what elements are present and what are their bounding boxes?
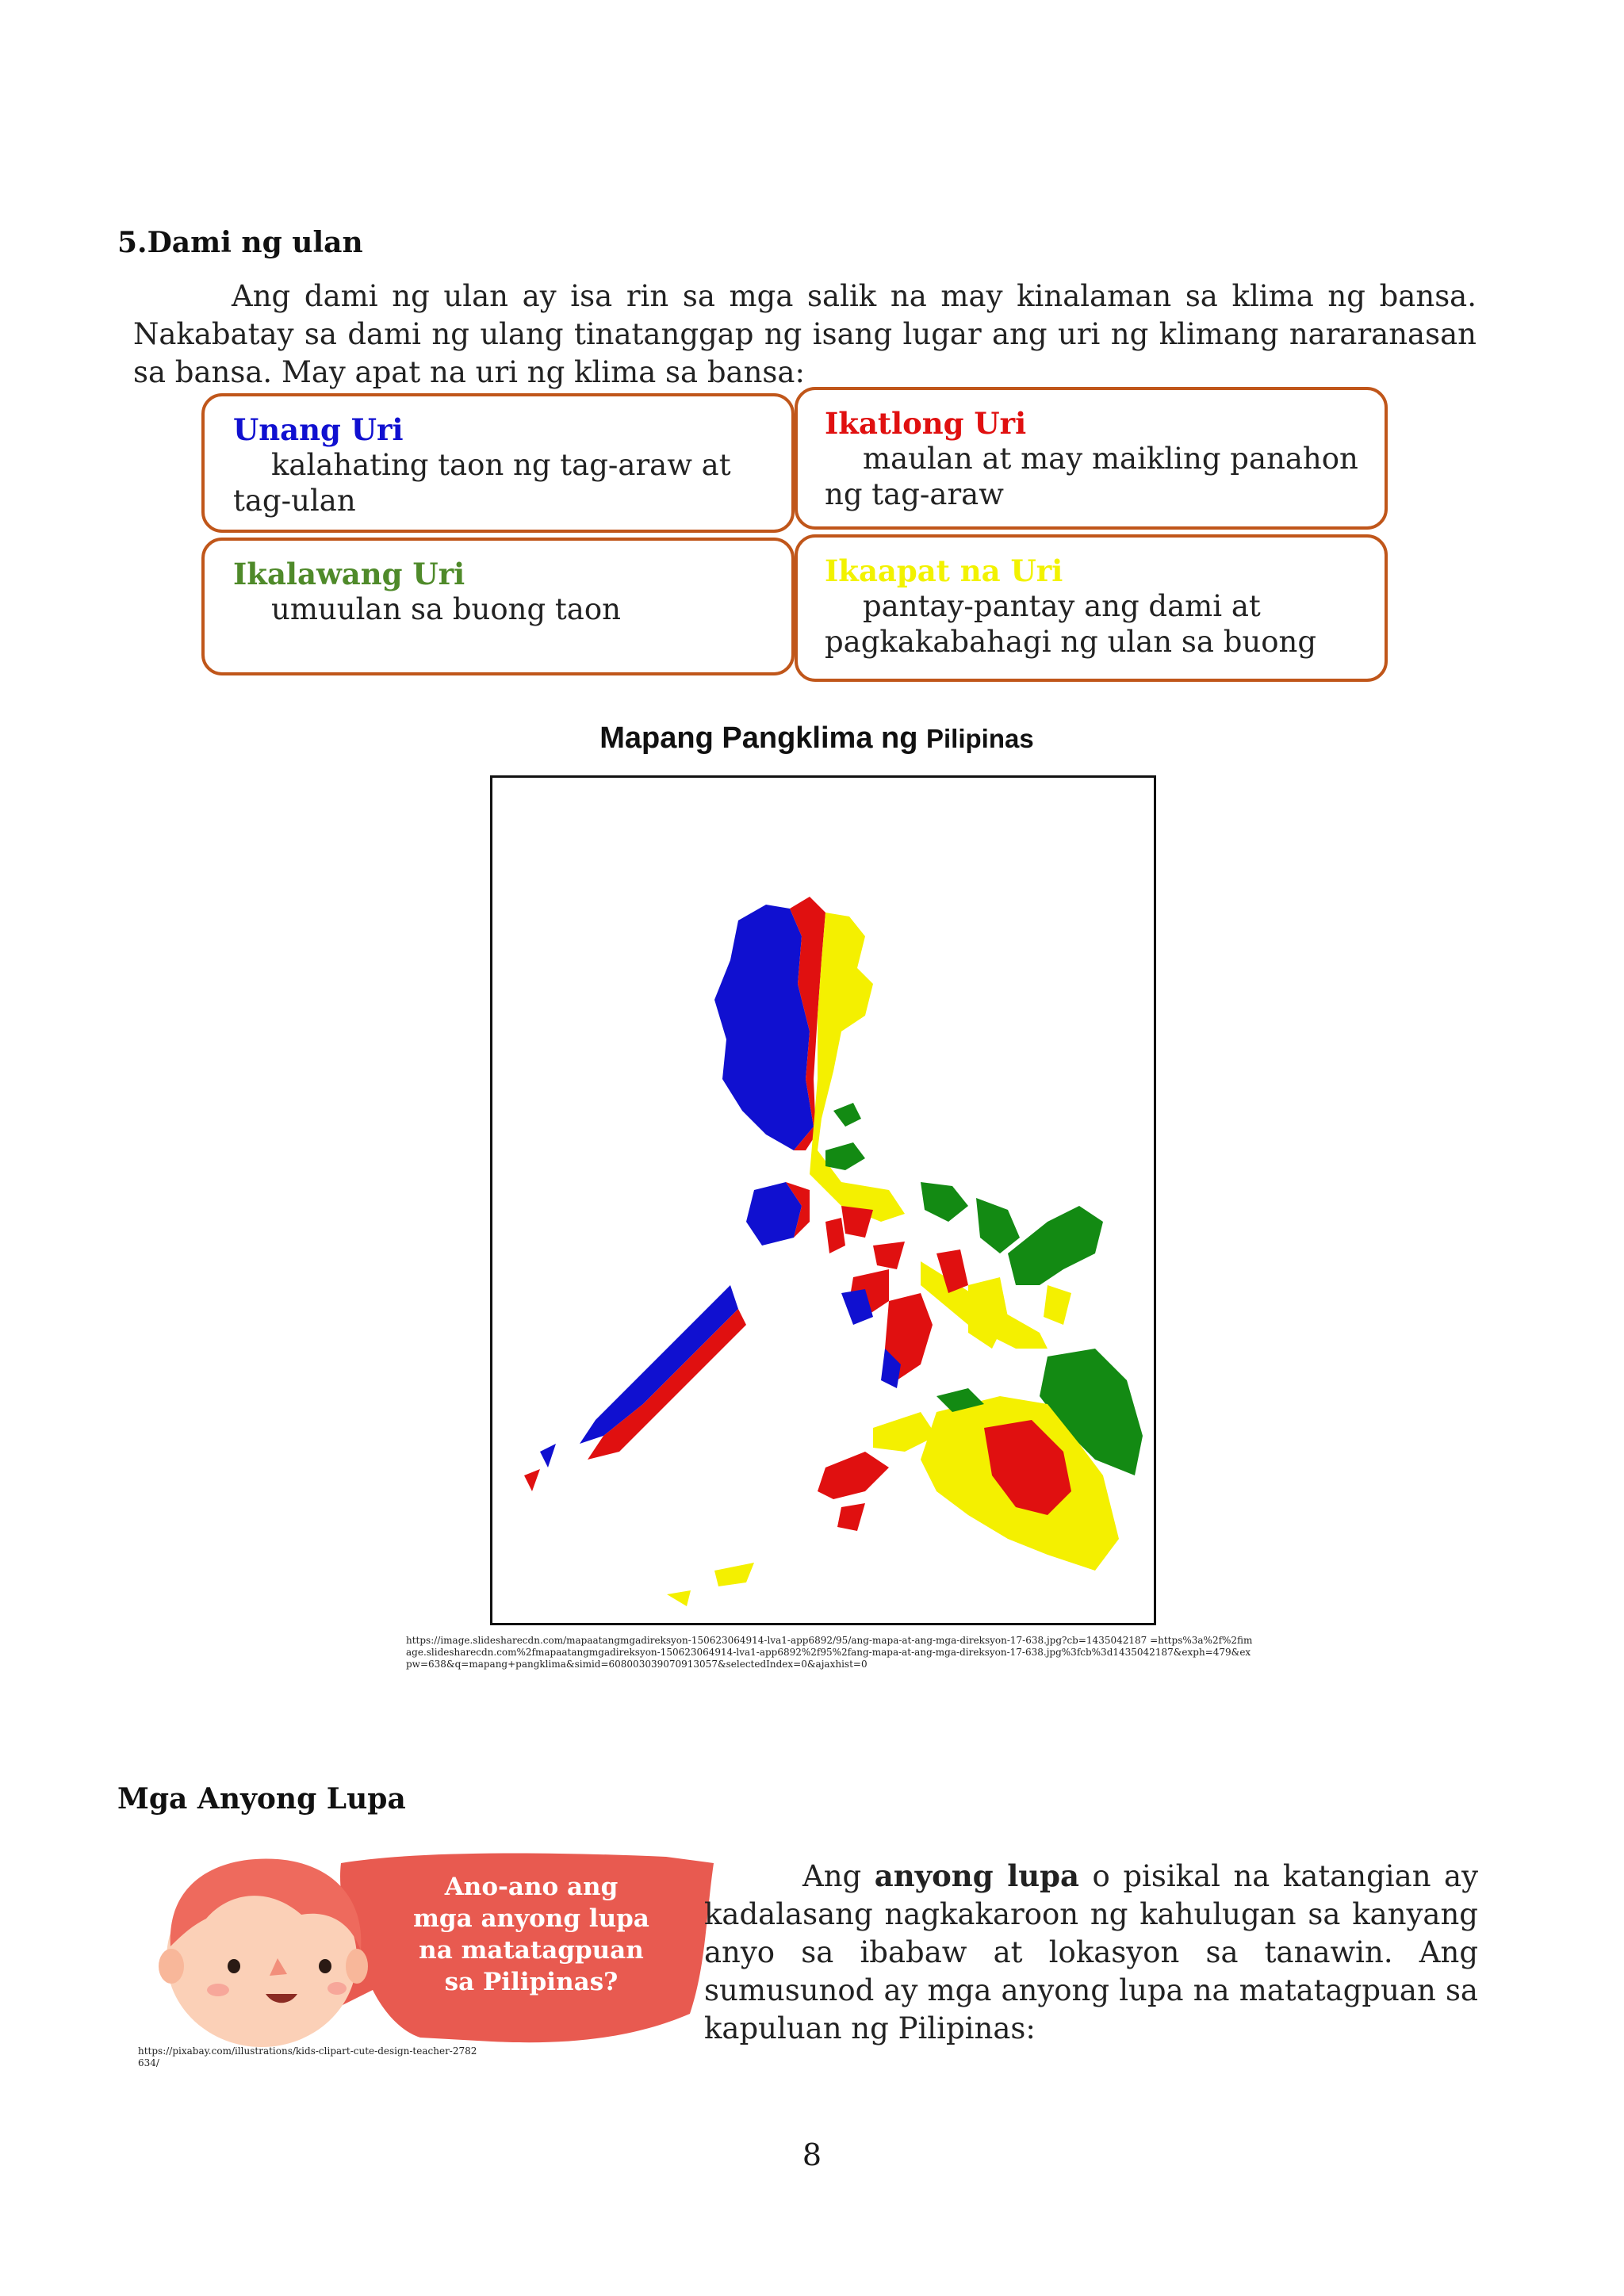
climate-type-title: Unang Uri	[233, 412, 404, 447]
climate-type-description: maulan at may maikling panahon ng tag-araw	[825, 442, 1358, 511]
illustration-source-url: https://pixabay.com/illustrations/kids-clipart-cute-design-teacher-2782634/	[138, 2045, 477, 2068]
climate-type-box-4	[795, 534, 1388, 682]
climate-type-box-2	[201, 538, 795, 675]
section-heading: 5.Dami ng ulan	[117, 226, 363, 259]
speech-bubble-text: Ano-ano ang mga anyong lupa na matatagpuan sa Pilipinas?	[413, 1873, 649, 1996]
map-region-type3	[825, 1218, 845, 1253]
map-region-type1	[714, 905, 814, 1150]
anyong-lupa-paragraph	[704, 1857, 1478, 2048]
map-region-type2	[921, 1182, 968, 1222]
teacher-illustration	[159, 1847, 730, 2053]
map-title: Mapang Pangklima ng Pilipinas	[599, 721, 1034, 755]
climate-type-description: pantay-pantay ang dami at pagkakabahagi ng ulan sa buong	[825, 589, 1317, 659]
ear-left	[159, 1949, 184, 1984]
intro-paragraph	[133, 277, 1477, 392]
map-region-type3	[841, 1206, 873, 1238]
cheek-left	[207, 1984, 229, 1996]
map-region-type2	[976, 1198, 1020, 1253]
climate-type-description: kalahating taon ng tag-araw at tag-ulan	[233, 448, 731, 518]
map-source-url: https://image.slidesharecdn.com/mapaatangmgadireksyon-150623064914-lva1-app6892/95/ang-mapa-at-ang-mga-direksyon-17-638.jpg?cb=1435042187 =https%3a%2f%2fimage.slidesharecdn.com%2fmapaatangmgadireksyon-150623064914-lva1-app6892%2f95%2fang-mapa-at-ang-mga-direksyon-17-638.jpg%3fcb%3d1435042187&exph=479&expw=638&q=mapang+pangklima&simid=608003039070913057&selectedIndex=0&ajaxhist=0	[406, 1635, 1253, 1670]
map-region-type3	[524, 1469, 540, 1491]
map-region-type3	[588, 1309, 746, 1460]
eye-right	[319, 1959, 331, 1973]
climate-type-description: umuulan sa buong taon	[271, 592, 621, 626]
philippines-climate-map	[492, 778, 1154, 1623]
section-heading-anyong-lupa: Mga Anyong Lupa	[117, 1782, 406, 1816]
eye-left	[228, 1959, 240, 1973]
map-region-type2	[833, 1103, 861, 1127]
map-region-type1	[540, 1444, 556, 1468]
map-region-type3	[873, 1242, 905, 1269]
anyong-lupa-paragraph-text: Ang anyong lupa o pisikal na katangian ay kadalasang nagkakaroon ng kahulugan sa kanyang anyo sa ibabaw at lokasyon sa tanawin. Ang sumusunod ay mga anyong lupa na matatagpuan sa kapuluan ng Pilipinas:	[704, 1858, 1478, 2045]
climate-type-title: Ikaapat na Uri	[825, 553, 1063, 588]
map-region-type4	[810, 913, 905, 1222]
map-region-type4	[1044, 1285, 1071, 1325]
map-region-type3	[837, 1503, 865, 1531]
map-region-type4	[667, 1590, 691, 1606]
map-region-type2	[1008, 1206, 1103, 1285]
map-region-type3	[818, 1452, 889, 1499]
map-region-type1	[580, 1285, 738, 1444]
page-number: 8	[802, 2137, 822, 2172]
climate-map-figure	[490, 775, 1156, 1625]
climate-type-box-1	[201, 393, 795, 533]
intro-paragraph-text: Ang dami ng ulan ay isa rin sa mga salik na may kinalaman sa klima ng bansa. Nakabatay sa dami ng ulang tinatanggap ng isang lugar ang uri ng klimang nararanasan sa bansa. May apat na uri ng klima sa bansa:	[133, 279, 1477, 389]
cheek-right	[327, 1982, 347, 1995]
climate-type-box-3	[795, 387, 1388, 530]
ear-right	[346, 1949, 368, 1984]
climate-type-title: Ikatlong Uri	[825, 406, 1027, 441]
map-region-type4	[714, 1563, 754, 1586]
climate-type-title: Ikalawang Uri	[233, 557, 465, 591]
map-region-type2	[825, 1142, 865, 1170]
